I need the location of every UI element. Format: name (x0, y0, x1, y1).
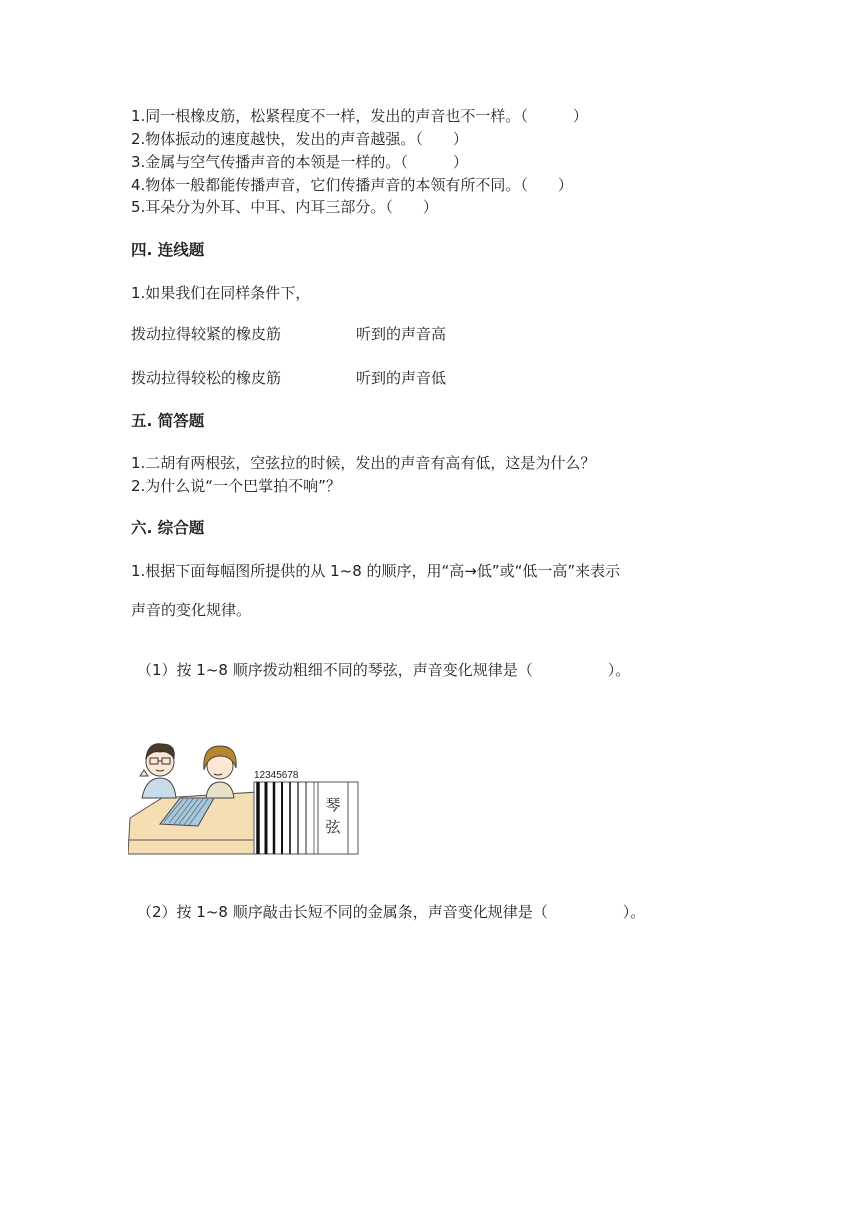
comprehensive-intro-line-1: 1.根据下面每幅图所提供的从 1~8 的顺序，用“高→低”或“低一高”来表示 (131, 562, 621, 580)
judge-item-5: 5.耳朵分为外耳、中耳、内耳三部分。（ ） (131, 198, 438, 216)
matching-intro: 1.如果我们在同样条件下， (131, 284, 311, 302)
box-label-xian: 弦 (325, 818, 341, 836)
box-label-qin: 琴 (325, 796, 341, 814)
comprehensive-question-2: （2）按 1~8 顺序敲击长短不同的金属条，声音变化规律是（ ）。 (137, 903, 646, 921)
short-answer-item-2: 2.为什么说“一个巴掌拍不响”？ (131, 477, 341, 495)
section-heading-matching: 四. 连线题 (131, 241, 205, 259)
strings-group (254, 782, 358, 854)
section-heading-short-answer: 五. 简答题 (131, 412, 205, 430)
string-numbers: 12345678 (254, 770, 299, 781)
short-answer-item-1: 1.二胡有两根弦，空弦拉的时候，发出的声音有高有低，这是为什么？ (131, 454, 596, 472)
matching-right-1: 听到的声音高 (356, 325, 447, 343)
matching-left-2: 拨动拉得较松的橡皮筋 (131, 369, 282, 387)
judge-item-3: 3.金属与空气传播声音的本领是一样的。（ ） (131, 153, 468, 171)
matching-right-2: 听到的声音低 (356, 369, 447, 387)
matching-left-1: 拨动拉得较紧的橡皮筋 (131, 325, 282, 343)
children-zither-illustration (128, 736, 360, 860)
girl-figure (204, 746, 236, 798)
judge-item-1: 1.同一根橡皮筋，松紧程度不一样，发出的声音也不一样。（ ） (131, 107, 588, 125)
comprehensive-question-1: （1）按 1~8 顺序拨动粗细不同的琴弦，声音变化规律是（ ）。 (137, 661, 631, 679)
boy-figure (140, 744, 176, 798)
judge-item-4: 4.物体一般都能传播声音，它们传播声音的本领有所不同。（ ） (131, 176, 573, 194)
comprehensive-intro-line-2: 声音的变化规律。 (131, 601, 252, 619)
section-heading-comprehensive: 六. 综合题 (131, 519, 205, 537)
judge-item-2: 2.物体振动的速度越快，发出的声音越强。（ ） (131, 130, 468, 148)
